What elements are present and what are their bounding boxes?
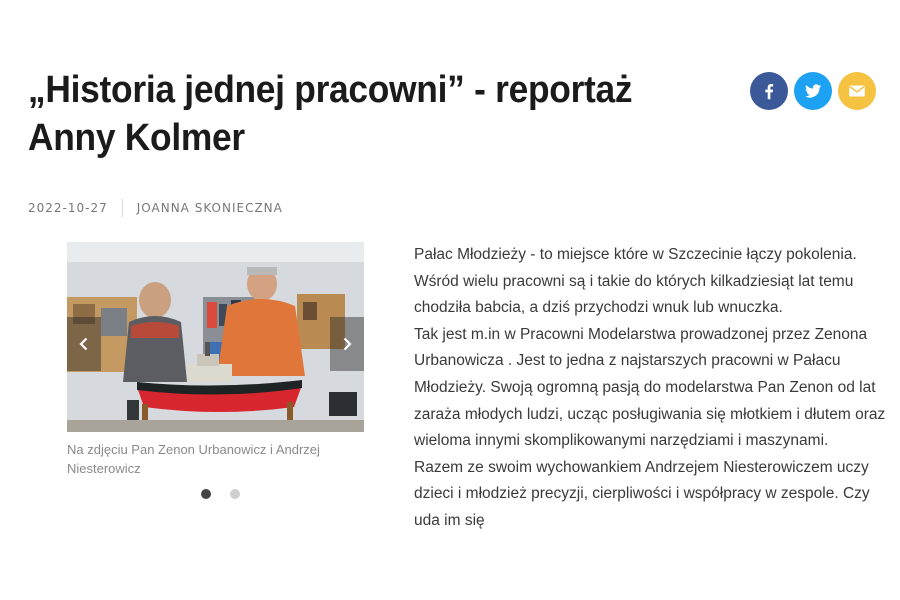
media-spacer (67, 242, 414, 510)
twitter-icon (802, 80, 824, 102)
twitter-share-button[interactable] (794, 72, 832, 110)
email-share-button[interactable] (838, 72, 876, 110)
photo-caption: Na zdjęciu Pan Zenon Urbanowicz i Andrzej Niesterowicz (67, 442, 320, 476)
publish-date: 2022-10-27 (28, 201, 108, 215)
share-buttons (750, 72, 876, 110)
facebook-share-button[interactable] (750, 72, 788, 110)
article-meta (28, 199, 283, 217)
article-title: „Historia jednej pracowni” - reportaż Anny Kolmer (28, 69, 633, 159)
paragraph-3: Razem ze swoim wychowankiem Andrzejem Niesterowiczem uczy dzieci i młodzież precyzji, cierpliwości i współpracy w zespole. Czy uda im się (414, 458, 870, 529)
facebook-icon (758, 80, 780, 102)
meta-divider (122, 199, 123, 217)
author-name[interactable]: JOANNA SKONIECZNA (136, 201, 283, 215)
paragraph-1: Pałac Młodzieży - to miejsce które w Szczecinie łączy pokolenia. Wśród wielu pracowni są i takie do których kilkadziesiąt lat temu chodziła babcia, a dziś przychodzi wnuk lub wnuczka. (414, 246, 857, 317)
email-icon (846, 80, 868, 102)
article-body (67, 242, 887, 535)
paragraph-2: Tak jest m.in w Pracowni Modelarstwa prowadzonej przez Zenona Urbanowicza . Jest to jedna z najstarszych pracowni w Pałacu Młodzieży. Swoją ogromną pasją do modelarstwa Pan Zenon od lat zaraża młodych ludzi, ucząc posługiwania się młotkiem i dłutem oraz wieloma innymi skomplikowanymi narzędziami i maszynami. (414, 325, 886, 450)
